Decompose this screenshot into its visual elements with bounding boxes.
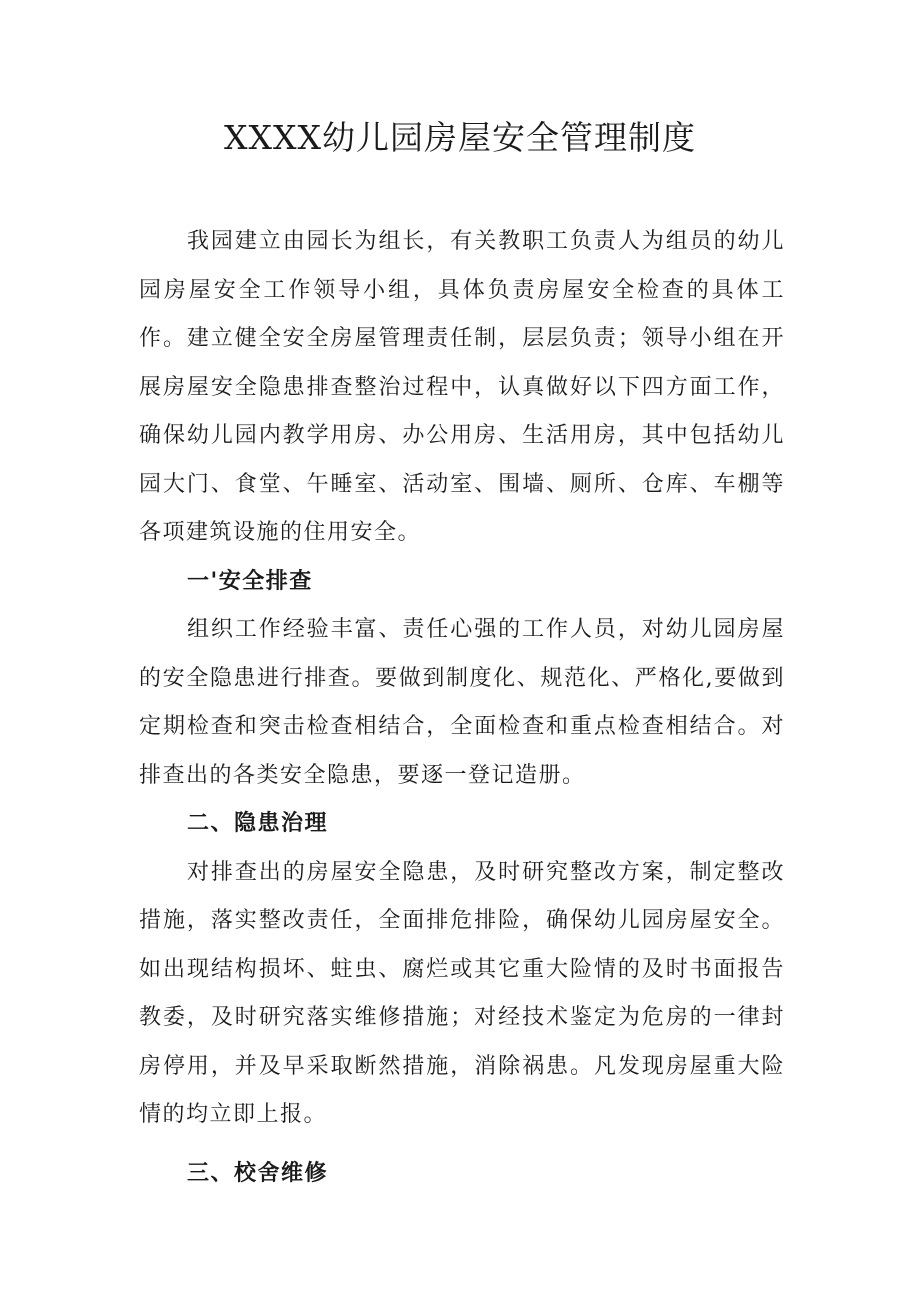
- section-heading-safety-inspection: 一'安全排查: [187, 568, 313, 594]
- intro-paragraph: 我园建立由园长为组长，有关教职工负责人为组员的幼儿园房屋安全工作领导小组，具体负责房屋安全检查的具体工作。建立健全安全房屋管理责任制，层层负责；领导小组在开展房屋安全隐患排查整治过程中，认真做好以下四方面工作，确保幼儿园内教学用房、办公用房、生活用房，其中包括幼儿园大门、食堂、午睡室、活动室、围墙、厕所、仓库、车棚等各项建筑设施的住用安全。: [139, 229, 785, 545]
- document-body: [139, 218, 785, 1198]
- document-title: XXXX幼儿园房屋安全管理制度: [224, 118, 696, 157]
- section-heading-building-maintenance: 三、校舍维修: [187, 1160, 329, 1186]
- section-body-hazard-treatment: 对排查出的房屋安全隐患，及时研究整改方案，制定整改措施，落实整改责任，全面排危排险，确保幼儿园房屋安全。如出现结构损坏、蛀虫、腐烂或其它重大险情的及时书面报告教委，及时研究落实维修措施；对经技术鉴定为危房的一律封房停用，并及早采取断然措施，消除祸患。凡发现房屋重大险情的均立即上报。: [139, 859, 785, 1127]
- section-body-safety-inspection: 组织工作经验丰富、责任心强的工作人员，对幼儿园房屋的安全隐患进行排查。要做到制度化、规范化、严格化,要做到定期检查和突击检查相结合，全面检查和重点检查相结合。对排查出的各类安全隐患，要逐一登记造册。: [139, 617, 785, 788]
- section-heading-hazard-treatment: 二、隐患治理: [187, 811, 329, 836]
